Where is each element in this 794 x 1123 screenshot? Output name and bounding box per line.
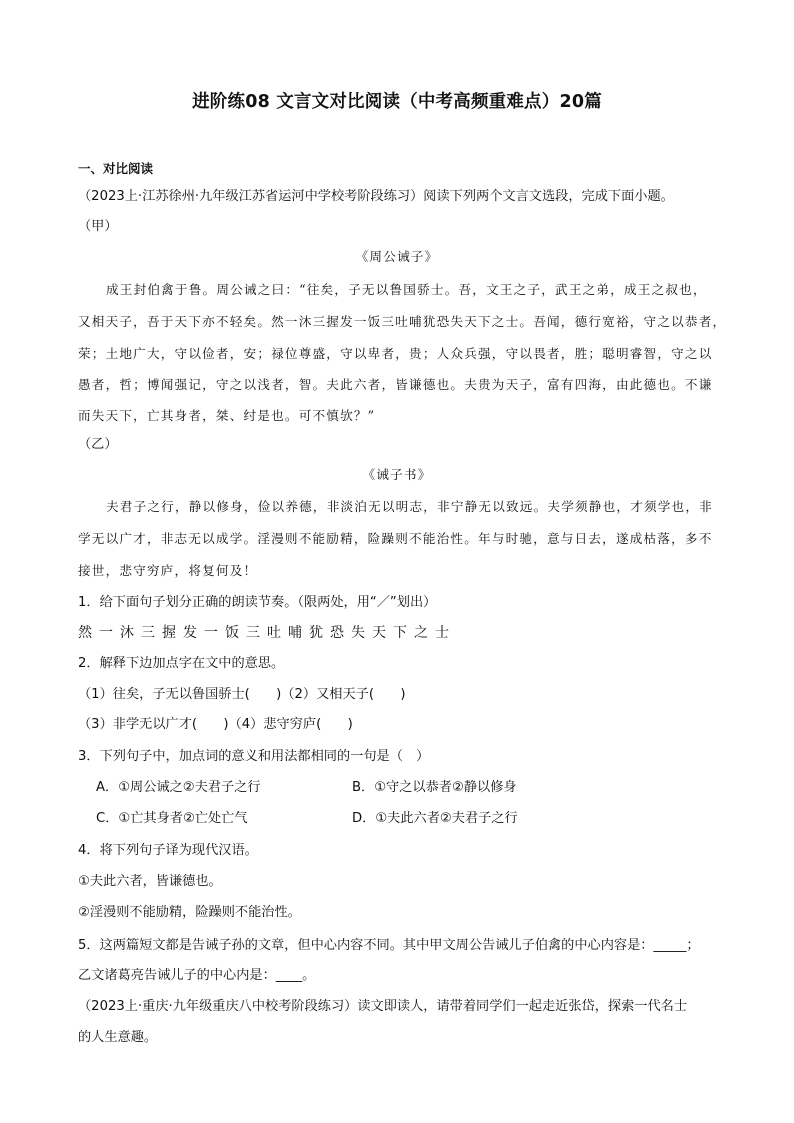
passage-jia-line: 又相天子，吾于天下亦不轻矣。然一沐三握发一饭三吐哺犹恐失天下之士。吾闻，德行宽裕，守之以恭者， xyxy=(78,314,727,329)
passage-yi-line: 接世，悲守穷庐，将复何及！ xyxy=(78,563,258,578)
passage-jia-line: 而失天下，亡其身者，桀、纣是也。可不慎欤？” xyxy=(78,408,376,423)
question-4: 4．将下列句子译为现代汉语。 xyxy=(78,843,258,858)
question-2-items-row2: （3）非学无以广才( )（4）悲守穷庐( ) xyxy=(78,717,353,732)
question-2: 2．解释下边加点字在文中的意思。 xyxy=(78,656,285,671)
passage-yi-line: 学无以广才，非志无以成学。淫漫则不能励精，险躁则不能治性。年与时驰，意与日去，遂成枯落，多不 xyxy=(78,531,713,546)
question-4-item-2: ②淫漫则不能励精，险躁则不能治性。 xyxy=(78,905,301,920)
passage-jia-line: 荣；土地广大，守以俭者，安；禄位尊盛，守以卑者，贵；人众兵强，守以畏者，胜；聪明睿智，守之以 xyxy=(78,346,713,361)
question-4-item-1: ①夫此六者，皆谦德也。 xyxy=(78,874,222,889)
question-1: 1．给下面句子划分正确的朗读节奏。（限两处，用“／”划出） xyxy=(78,595,437,610)
passage-jia-line: 成王封伯禽于鲁。周公诫之曰：“往矣，子无以鲁国骄士。吾，文王之子，武王之弟，成王之叔也， xyxy=(106,282,707,297)
passage-jia-title: 《周公诫子》 xyxy=(355,249,439,264)
page-title: 进阶练08 文言文对比阅读（中考高频重难点）20篇 xyxy=(192,92,602,112)
question-3: 3．下列句子中，加点词的意义和用法都相同的一句是（ ） xyxy=(78,749,430,764)
question-3-option-a: A．①周公诫之②夫君子之行 xyxy=(96,780,261,795)
passage-yi-title: 《诫子书》 xyxy=(362,467,432,482)
question-1-sentence: 然一沐三握发一饭三吐哺犹恐失天下之士 xyxy=(78,625,456,641)
question-3-option-c: C．①亡其身者②亡处亡气 xyxy=(96,811,248,826)
source-note-1: （2023上·江苏徐州·九年级江苏省运河中学校考阶段练习）阅读下列两个文言文选段，完成下面小题。 xyxy=(78,189,674,204)
source-note-2-line-2: 的人生意趣。 xyxy=(78,1030,158,1045)
passage-jia-line: 愚者，哲；博闻强记，守之以浅者，智。夫此六者，皆谦德也。夫贵为天子，富有四海，由此德也。不谦 xyxy=(78,377,713,392)
question-2-items-row1: （1）往矣，子无以鲁国骄士( )（2）又相天子( ) xyxy=(78,687,406,702)
passage-yi-label: （乙） xyxy=(78,437,118,452)
question-3-option-b: B．①守之以恭者②静以修身 xyxy=(352,780,517,795)
question-5-line-1: 5．这两篇短文都是告诫子孙的文章，但中心内容不同。其中甲文周公告诫儿子伯禽的中心内容是：_____； xyxy=(78,938,700,953)
question-5-line-2: 乙文诸葛亮告诫儿子的中心内是：____。 xyxy=(78,968,316,983)
passage-yi-line: 夫君子之行，静以修身，俭以养德，非淡泊无以明志，非宁静无以致远。夫学须静也，才须学也，非 xyxy=(106,499,713,514)
source-note-2-line-1: （2023上·重庆·九年级重庆八中校考阶段练习）读文即读人，请带着同学们一起走近张岱，探索一代名士 xyxy=(78,999,688,1014)
question-3-option-d: D．①夫此六者②夫君子之行 xyxy=(352,811,518,826)
section-heading: 一、对比阅读 xyxy=(78,161,154,176)
passage-jia-label: （甲） xyxy=(78,219,118,234)
